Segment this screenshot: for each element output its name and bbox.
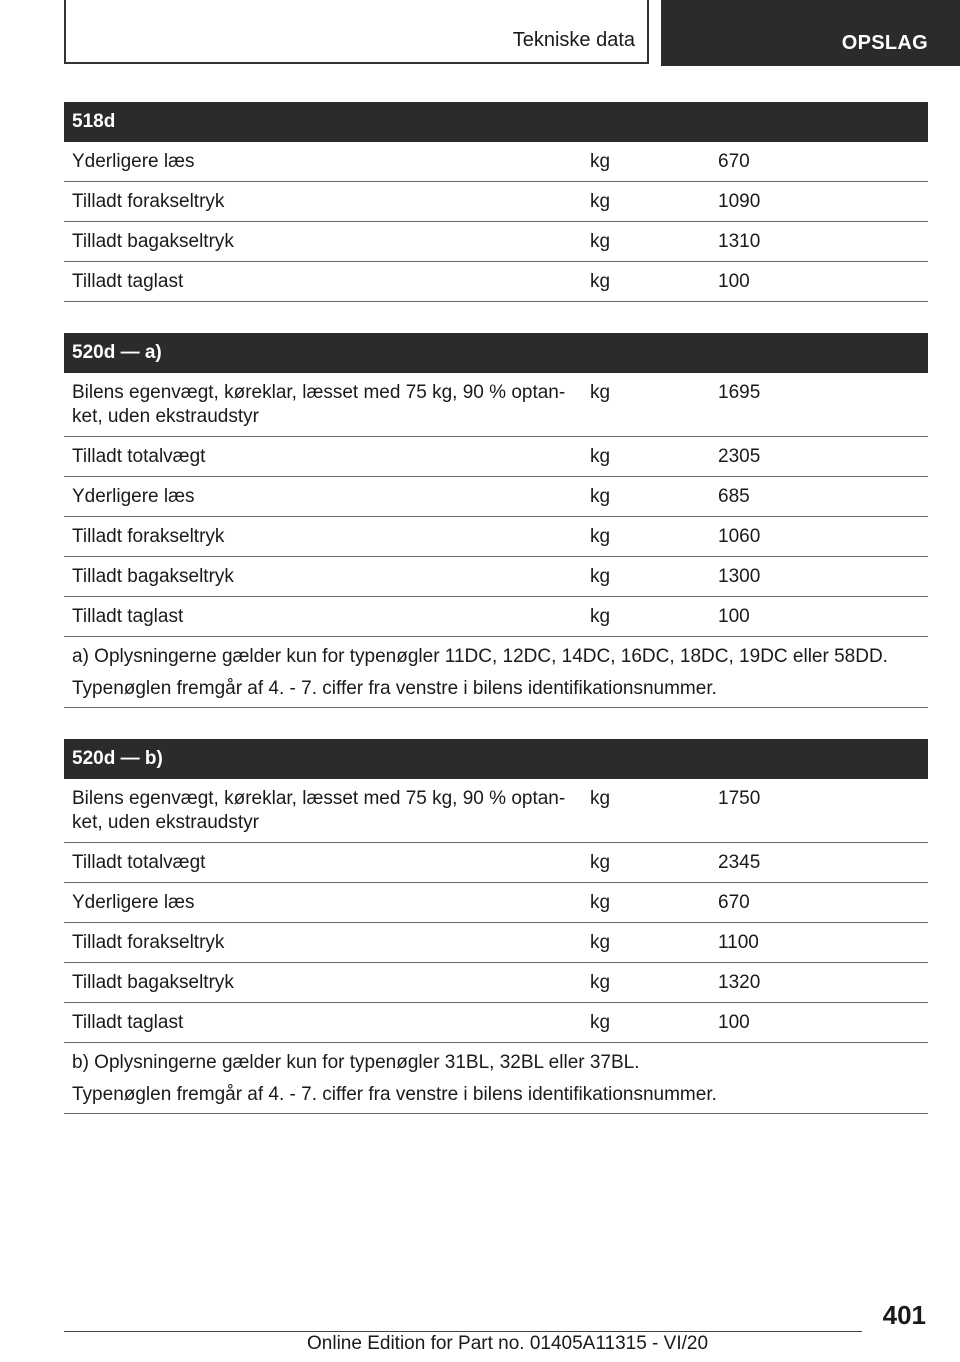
row-label: Yderligere læs xyxy=(64,477,582,517)
row-label: Tilladt bagakseltryk xyxy=(64,963,582,1003)
table-footnote xyxy=(64,1043,928,1114)
row-value: 1310 xyxy=(710,222,928,262)
table-title: 520d — a) xyxy=(64,333,928,373)
row-unit: kg xyxy=(582,923,710,963)
row-value: 1300 xyxy=(710,557,928,597)
section-title: Tekniske data xyxy=(512,29,635,51)
row-value: 1750 xyxy=(710,779,928,843)
row-label: Tilladt forakseltryk xyxy=(64,182,582,222)
table-row xyxy=(64,557,928,597)
row-unit: kg xyxy=(582,142,710,182)
table-row xyxy=(64,373,928,437)
table-header-row xyxy=(64,333,928,373)
row-value: 2345 xyxy=(710,843,928,883)
spec-table xyxy=(64,102,928,302)
row-unit: kg xyxy=(582,779,710,843)
table-row xyxy=(64,779,928,843)
footnote-line: a) Oplysningerne gælder kun for typenøgler 11DC, 12DC, 14DC, 16DC, 18DC, 19DC eller 58DD. xyxy=(72,646,888,667)
row-value: 100 xyxy=(710,262,928,302)
spec-table xyxy=(64,333,928,708)
row-label: Tilladt totalvægt xyxy=(64,843,582,883)
row-label: Tilladt taglast xyxy=(64,1003,582,1043)
row-label: Tilladt bagakseltryk xyxy=(64,557,582,597)
edition-footer: Online Edition for Part no. 01405A11315 - VI/20 xyxy=(307,1333,709,1354)
table-footnote xyxy=(64,637,928,708)
row-label: Bilens egenvægt, køreklar, læsset med 75 kg, 90 % optan-ket, uden ekstraudstyr xyxy=(64,779,582,843)
row-value: 1320 xyxy=(710,963,928,1003)
row-value: 100 xyxy=(710,597,928,637)
row-unit: kg xyxy=(582,373,710,437)
row-unit: kg xyxy=(582,222,710,262)
row-unit: kg xyxy=(582,883,710,923)
table-row xyxy=(64,883,928,923)
header-section-box xyxy=(64,0,649,64)
chapter-title: OPSLAG xyxy=(841,32,928,54)
row-value: 685 xyxy=(710,477,928,517)
row-unit: kg xyxy=(582,1003,710,1043)
table-header-row xyxy=(64,739,928,779)
row-label: Tilladt forakseltryk xyxy=(64,517,582,557)
row-unit: kg xyxy=(582,557,710,597)
table-header-row xyxy=(64,102,928,142)
table-row xyxy=(64,437,928,477)
row-value: 670 xyxy=(710,142,928,182)
table-footnote-row xyxy=(64,1043,928,1114)
table-footnote-row xyxy=(64,637,928,708)
row-label: Yderligere læs xyxy=(64,883,582,923)
table-row xyxy=(64,477,928,517)
row-label: Tilladt taglast xyxy=(64,597,582,637)
row-value: 1695 xyxy=(710,373,928,437)
row-label: Tilladt totalvægt xyxy=(64,437,582,477)
row-unit: kg xyxy=(582,597,710,637)
row-unit: kg xyxy=(582,963,710,1003)
chapter-tab[interactable] xyxy=(661,0,960,66)
spec-tables xyxy=(64,102,928,1145)
table-row xyxy=(64,843,928,883)
row-label: Tilladt taglast xyxy=(64,262,582,302)
table-title: 518d xyxy=(64,102,928,142)
table-row xyxy=(64,1003,928,1043)
row-label: Yderligere læs xyxy=(64,142,582,182)
row-value: 670 xyxy=(710,883,928,923)
row-unit: kg xyxy=(582,437,710,477)
footnote-line: Typenøglen fremgår af 4. - 7. ciffer fra venstre i bilens identifikationsnummer. xyxy=(72,678,717,699)
table-row xyxy=(64,963,928,1003)
table-row xyxy=(64,597,928,637)
row-unit: kg xyxy=(582,262,710,302)
table-row xyxy=(64,517,928,557)
row-value: 1090 xyxy=(710,182,928,222)
table-row xyxy=(64,262,928,302)
table-row xyxy=(64,182,928,222)
footer-divider xyxy=(64,1331,862,1332)
row-unit: kg xyxy=(582,517,710,557)
row-value: 1100 xyxy=(710,923,928,963)
table-row xyxy=(64,142,928,182)
row-value: 100 xyxy=(710,1003,928,1043)
row-unit: kg xyxy=(582,182,710,222)
page-number: 401 xyxy=(882,1300,926,1330)
row-label: Tilladt bagakseltryk xyxy=(64,222,582,262)
table-row xyxy=(64,923,928,963)
row-label: Bilens egenvægt, køreklar, læsset med 75 kg, 90 % optan-ket, uden ekstraudstyr xyxy=(64,373,582,437)
footnote-line: b) Oplysningerne gælder kun for typenøgler 31BL, 32BL eller 37BL. xyxy=(72,1052,640,1073)
row-unit: kg xyxy=(582,477,710,517)
row-unit: kg xyxy=(582,843,710,883)
row-value: 2305 xyxy=(710,437,928,477)
footnote-line: Typenøglen fremgår af 4. - 7. ciffer fra venstre i bilens identifikationsnummer. xyxy=(72,1084,717,1105)
table-row xyxy=(64,222,928,262)
spec-table xyxy=(64,739,928,1114)
row-label: Tilladt forakseltryk xyxy=(64,923,582,963)
table-title: 520d — b) xyxy=(64,739,928,779)
row-value: 1060 xyxy=(710,517,928,557)
